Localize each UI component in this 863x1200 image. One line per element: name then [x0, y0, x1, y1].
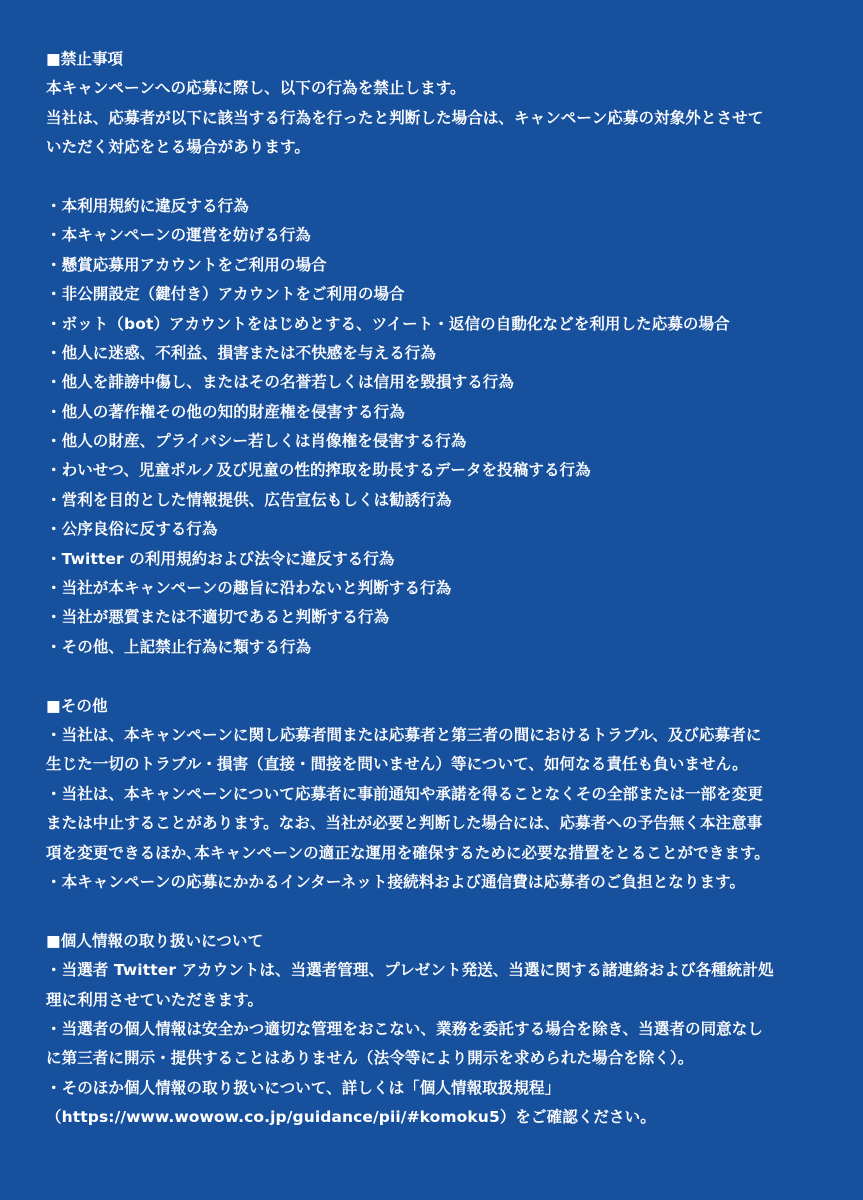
- prohibited-intro-line: 本キャンペーンへの応募に際し、以下の行為を禁止します。: [46, 79, 466, 98]
- prohibited-item: ・他人を誹謗中傷し、またはその名誉若しくは信用を毀損する行為: [46, 373, 515, 392]
- other-heading: ■その他: [46, 696, 108, 715]
- privacy-heading: ■個人情報の取り扱いについて: [46, 931, 264, 950]
- prohibited-intro-line: いただく対応をとる場合があります。: [46, 138, 310, 157]
- other-line: 生じた一切のトラブル・損害（直接・間接を問いません）等について、如何なる責任も負いません。: [46, 755, 748, 774]
- other-line: または中止することがあります。なお、当社が必要と判断した場合には、応募者への予告無く本注意事: [46, 814, 763, 833]
- privacy-line: ・そのほか個人情報の取り扱いについて、詳しくは「個人情報取扱規程」: [46, 1078, 561, 1097]
- privacy-section: [46, 927, 823, 1133]
- prohibited-item: ・他人に迷惑、不利益、損害または不快感を与える行為: [46, 343, 437, 362]
- spacer: [46, 662, 823, 691]
- prohibited-item: ・わいせつ、児童ポルノ及び児童の性的搾取を助長するデータを投稿する行為: [46, 461, 591, 480]
- prohibited-intro-line: 当社は、応募者が以下に該当する行為を行ったと判断した場合は、キャンペーン応募の対象外とさせて: [46, 108, 764, 127]
- prohibited-item: ・懸賞応募用アカウントをご利用の場合: [46, 255, 327, 274]
- prohibited-item: ・公序良俗に反する行為: [46, 520, 218, 539]
- prohibited-item: ・他人の財産、プライバシー若しくは肖像権を侵害する行為: [46, 432, 467, 451]
- prohibited-section: [46, 45, 823, 662]
- prohibited-item: ・営利を目的とした情報提供、広告宣伝もしくは勧誘行為: [46, 490, 452, 509]
- other-line: ・当社は、本キャンペーンに関し応募者間または応募者と第三者の間におけるトラブル、及び応募者に: [46, 725, 762, 744]
- prohibited-item: ・本キャンペーンの運営を妨げる行為: [46, 226, 311, 245]
- other-line: ・本キャンペーンの応募にかかるインターネット接続料および通信費は応募者のご負担となります。: [46, 872, 746, 891]
- prohibited-item: ・他人の著作権その他の知的財産権を侵害する行為: [46, 402, 405, 421]
- prohibited-item: ・本利用規約に違反する行為: [46, 196, 249, 215]
- privacy-url-line: （https://www.wowow.co.jp/guidance/pii/#komoku5）をご確認ください。: [46, 1108, 656, 1127]
- prohibited-item: ・当社が本キャンペーンの趣旨に沿わないと判断する行為: [46, 579, 452, 598]
- other-section: [46, 692, 823, 898]
- other-line: ・当社は、本キャンペーンについて応募者に事前通知や承諾を得ることなくその全部または一部を変更: [46, 784, 763, 803]
- other-line: 項を変更できるほか､本キャンペーンの適正な運用を確保するために必要な措置をとることができます。: [46, 843, 770, 862]
- prohibited-item: ・非公開設定（鍵付き）アカウントをご利用の場合: [46, 285, 405, 304]
- prohibited-item: ・Twitter の利用規約および法令に違反する行為: [46, 549, 395, 568]
- privacy-line: ・当選者の個人情報は安全かつ適切な管理をおこない、業務を委託する場合を除き、当選者の同意なし: [46, 1019, 763, 1038]
- prohibited-item: ・ボット（bot）アカウントをはじめとする、ツイート・返信の自動化などを利用した応募の場合: [46, 314, 730, 333]
- privacy-line: ・当選者 Twitter アカウントは、当選者管理、プレゼント発送、当選に関する諸連絡および各種統計処: [46, 961, 774, 980]
- prohibited-heading: ■禁止事項: [46, 50, 124, 68]
- prohibited-item: ・当社が悪質または不適切であると判断する行為: [46, 608, 390, 627]
- spacer: [46, 163, 823, 192]
- spacer: [46, 897, 823, 926]
- prohibited-item: ・その他、上記禁止行為に類する行為: [46, 637, 312, 656]
- privacy-line: に第三者に開示・提供することはありません（法令等により開示を求められた場合を除く）。: [46, 1049, 694, 1068]
- privacy-line: 理に利用させていただきます。: [46, 990, 264, 1009]
